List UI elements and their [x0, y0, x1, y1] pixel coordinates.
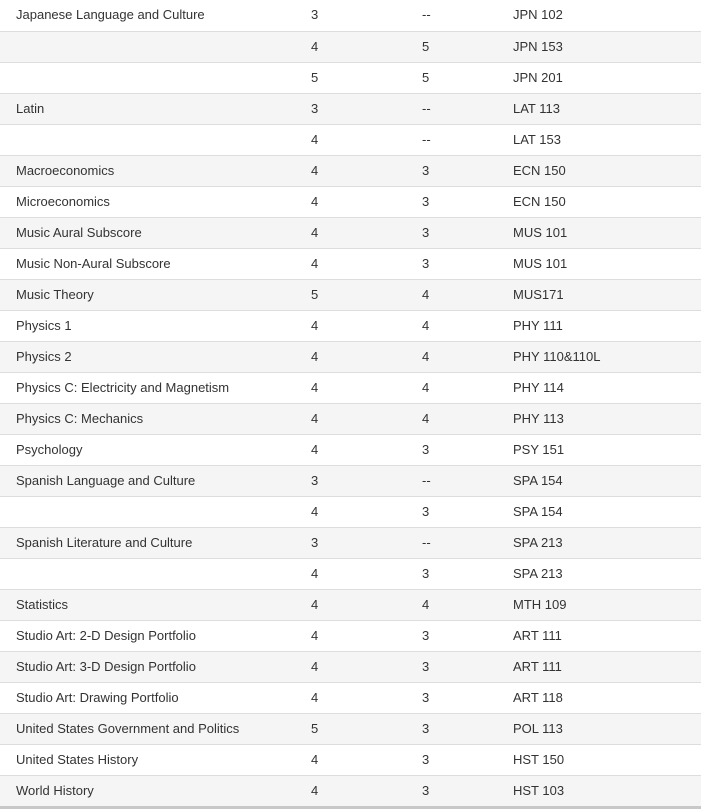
credits-value: -- — [422, 100, 431, 116]
credits-value: 3 — [422, 255, 430, 271]
score-cell — [298, 155, 410, 186]
subject-cell: Microeconomics — [0, 186, 298, 217]
subject-cell: Psychology — [0, 434, 298, 465]
course-value: SPA 213 — [513, 565, 563, 581]
credits-value: -- — [422, 131, 431, 147]
table-row — [0, 465, 701, 496]
course-cell — [513, 620, 701, 651]
credits-value: -- — [422, 472, 431, 488]
course-cell — [513, 62, 701, 93]
subject-cell: Spanish Language and Culture — [0, 465, 298, 496]
subject-cell — [0, 62, 298, 93]
course-value: JPN 102 — [513, 7, 563, 23]
score-value: 5 — [311, 720, 319, 736]
score-value: 4 — [311, 193, 319, 209]
credits-value: 4 — [422, 317, 430, 333]
score-value: 3 — [311, 472, 319, 488]
subject-cell: Music Theory — [0, 279, 298, 310]
course-value: ART 111 — [513, 627, 562, 643]
course-cell — [513, 403, 701, 434]
credits-value: 3 — [422, 565, 430, 581]
course-cell — [513, 217, 701, 248]
credits-cell — [410, 248, 513, 279]
table-row — [0, 403, 701, 434]
credits-value: 3 — [422, 689, 430, 705]
subject-cell: Physics C: Mechanics — [0, 403, 298, 434]
credits-cell — [410, 775, 513, 806]
table-row — [0, 31, 701, 62]
table-row — [0, 248, 701, 279]
table-row — [0, 651, 701, 682]
subject-cell: Music Aural Subscore — [0, 217, 298, 248]
table-row — [0, 217, 701, 248]
credits-value: 3 — [422, 751, 430, 767]
credits-value: 3 — [422, 162, 430, 178]
credits-cell — [410, 682, 513, 713]
credits-cell — [410, 527, 513, 558]
score-value: 4 — [311, 255, 319, 271]
subject-cell: United States History — [0, 744, 298, 775]
course-cell — [513, 527, 701, 558]
credits-value: 4 — [422, 286, 430, 302]
course-value: ECN 150 — [513, 162, 566, 178]
score-value: 4 — [311, 38, 319, 54]
score-cell — [298, 713, 410, 744]
course-cell — [513, 93, 701, 124]
score-cell — [298, 62, 410, 93]
table-row — [0, 279, 701, 310]
credits-cell — [410, 279, 513, 310]
credits-value: 3 — [422, 441, 430, 457]
course-cell — [513, 372, 701, 403]
course-value: POL 113 — [513, 720, 563, 736]
credits-cell — [410, 403, 513, 434]
credits-cell — [410, 651, 513, 682]
score-cell — [298, 217, 410, 248]
score-value: 4 — [311, 596, 319, 612]
table-row — [0, 558, 701, 589]
credits-cell — [410, 744, 513, 775]
subject-cell: Japanese Language and Culture — [0, 0, 298, 31]
score-value: 4 — [311, 658, 319, 674]
course-value: MUS 101 — [513, 224, 568, 240]
score-cell — [298, 589, 410, 620]
score-value: 5 — [311, 69, 319, 85]
score-cell — [298, 620, 410, 651]
subject-cell: World History — [0, 775, 298, 806]
table-row — [0, 155, 701, 186]
table-row — [0, 620, 701, 651]
score-value: 4 — [311, 751, 319, 767]
credits-value: 4 — [422, 596, 430, 612]
course-value: MUS171 — [513, 286, 564, 302]
score-value: 3 — [311, 100, 319, 116]
credits-cell — [410, 155, 513, 186]
course-cell — [513, 279, 701, 310]
score-cell — [298, 558, 410, 589]
subject-cell: Studio Art: 3-D Design Portfolio — [0, 651, 298, 682]
subject-cell: Latin — [0, 93, 298, 124]
score-value: 4 — [311, 565, 319, 581]
score-cell — [298, 310, 410, 341]
score-cell — [298, 124, 410, 155]
credits-cell — [410, 186, 513, 217]
course-cell — [513, 248, 701, 279]
score-value: 4 — [311, 627, 319, 643]
course-cell — [513, 589, 701, 620]
table-row — [0, 434, 701, 465]
credits-cell — [410, 465, 513, 496]
credits-value: 3 — [422, 658, 430, 674]
subject-cell: Studio Art: Drawing Portfolio — [0, 682, 298, 713]
credits-cell — [410, 124, 513, 155]
score-value: 4 — [311, 162, 319, 178]
credits-cell — [410, 620, 513, 651]
table-row — [0, 186, 701, 217]
score-value: 3 — [311, 534, 319, 550]
score-cell — [298, 682, 410, 713]
score-cell — [298, 93, 410, 124]
credits-value: 3 — [422, 627, 430, 643]
credits-value: 3 — [422, 720, 430, 736]
course-cell — [513, 775, 701, 806]
table-row — [0, 713, 701, 744]
credits-cell — [410, 589, 513, 620]
course-cell — [513, 155, 701, 186]
course-value: LAT 113 — [513, 100, 560, 116]
score-cell — [298, 341, 410, 372]
course-value: HST 150 — [513, 751, 565, 767]
subject-cell — [0, 496, 298, 527]
credits-cell — [410, 310, 513, 341]
credits-value: 5 — [422, 69, 430, 85]
credits-value: 4 — [422, 410, 430, 426]
course-value: ECN 150 — [513, 193, 566, 209]
course-value: JPN 201 — [513, 69, 563, 85]
credits-cell — [410, 217, 513, 248]
score-cell — [298, 403, 410, 434]
course-value: HST 103 — [513, 782, 565, 798]
credits-value: 3 — [422, 782, 430, 798]
score-value: 4 — [311, 503, 319, 519]
credits-cell — [410, 62, 513, 93]
credits-cell — [410, 434, 513, 465]
subject-cell — [0, 124, 298, 155]
score-cell — [298, 434, 410, 465]
credits-cell — [410, 341, 513, 372]
score-cell — [298, 248, 410, 279]
table-row — [0, 775, 701, 806]
credits-cell — [410, 713, 513, 744]
score-value: 4 — [311, 689, 319, 705]
course-cell — [513, 0, 701, 31]
subject-cell: Studio Art: 2-D Design Portfolio — [0, 620, 298, 651]
score-cell — [298, 372, 410, 403]
course-value: PSY 151 — [513, 441, 565, 457]
course-cell — [513, 744, 701, 775]
score-value: 4 — [311, 317, 319, 333]
course-value: SPA 154 — [513, 472, 563, 488]
table-row — [0, 0, 701, 31]
table-row — [0, 93, 701, 124]
subject-cell — [0, 558, 298, 589]
subject-cell: United States Government and Politics — [0, 713, 298, 744]
course-value: SPA 213 — [513, 534, 563, 550]
score-cell — [298, 527, 410, 558]
subject-cell: Physics 2 — [0, 341, 298, 372]
subject-cell: Physics 1 — [0, 310, 298, 341]
score-value: 3 — [311, 7, 319, 23]
course-cell — [513, 186, 701, 217]
course-value: SPA 154 — [513, 503, 563, 519]
table-row — [0, 372, 701, 403]
course-value: MTH 109 — [513, 596, 567, 612]
table-row — [0, 124, 701, 155]
course-cell — [513, 31, 701, 62]
course-cell — [513, 558, 701, 589]
credits-cell — [410, 93, 513, 124]
score-cell — [298, 31, 410, 62]
course-value: ART 118 — [513, 689, 563, 705]
score-cell — [298, 465, 410, 496]
course-value: PHY 113 — [513, 410, 564, 426]
subject-cell: Macroeconomics — [0, 155, 298, 186]
course-value: LAT 153 — [513, 131, 561, 147]
table-row — [0, 310, 701, 341]
score-value: 4 — [311, 224, 319, 240]
credits-value: 5 — [422, 38, 430, 54]
course-cell — [513, 496, 701, 527]
course-cell — [513, 651, 701, 682]
table-row — [0, 496, 701, 527]
score-cell — [298, 744, 410, 775]
course-cell — [513, 434, 701, 465]
score-value: 4 — [311, 131, 319, 147]
table-row — [0, 341, 701, 372]
score-cell — [298, 0, 410, 31]
score-value: 4 — [311, 379, 319, 395]
credits-cell — [410, 31, 513, 62]
table-row — [0, 744, 701, 775]
subject-cell: Music Non-Aural Subscore — [0, 248, 298, 279]
score-value: 4 — [311, 782, 319, 798]
credits-value: 3 — [422, 193, 430, 209]
course-value: JPN 153 — [513, 38, 563, 54]
score-value: 5 — [311, 286, 319, 302]
course-cell — [513, 713, 701, 744]
subject-cell: Physics C: Electricity and Magnetism — [0, 372, 298, 403]
table-row — [0, 682, 701, 713]
credits-cell — [410, 496, 513, 527]
credits-cell — [410, 372, 513, 403]
course-cell — [513, 682, 701, 713]
credits-value: 4 — [422, 348, 430, 364]
score-value: 4 — [311, 441, 319, 457]
credits-value: 3 — [422, 224, 430, 240]
score-cell — [298, 279, 410, 310]
score-cell — [298, 496, 410, 527]
credits-cell — [410, 558, 513, 589]
score-value: 4 — [311, 348, 319, 364]
course-value: ART 111 — [513, 658, 562, 674]
score-cell — [298, 186, 410, 217]
subject-cell: Statistics — [0, 589, 298, 620]
subject-cell: Spanish Literature and Culture — [0, 527, 298, 558]
table-row — [0, 589, 701, 620]
course-value: MUS 101 — [513, 255, 568, 271]
score-cell — [298, 775, 410, 806]
subject-cell — [0, 31, 298, 62]
course-value: PHY 111 — [513, 317, 563, 333]
course-cell — [513, 341, 701, 372]
course-value: PHY 114 — [513, 379, 564, 395]
credits-value: -- — [422, 7, 431, 23]
course-cell — [513, 124, 701, 155]
table-row — [0, 62, 701, 93]
table-row — [0, 527, 701, 558]
credits-value: 3 — [422, 503, 430, 519]
course-cell — [513, 465, 701, 496]
score-value: 4 — [311, 410, 319, 426]
score-cell — [298, 651, 410, 682]
course-value: PHY 110&110L — [513, 348, 601, 364]
credits-cell — [410, 0, 513, 31]
credits-value: -- — [422, 534, 431, 550]
credits-value: 4 — [422, 379, 430, 395]
course-cell — [513, 310, 701, 341]
